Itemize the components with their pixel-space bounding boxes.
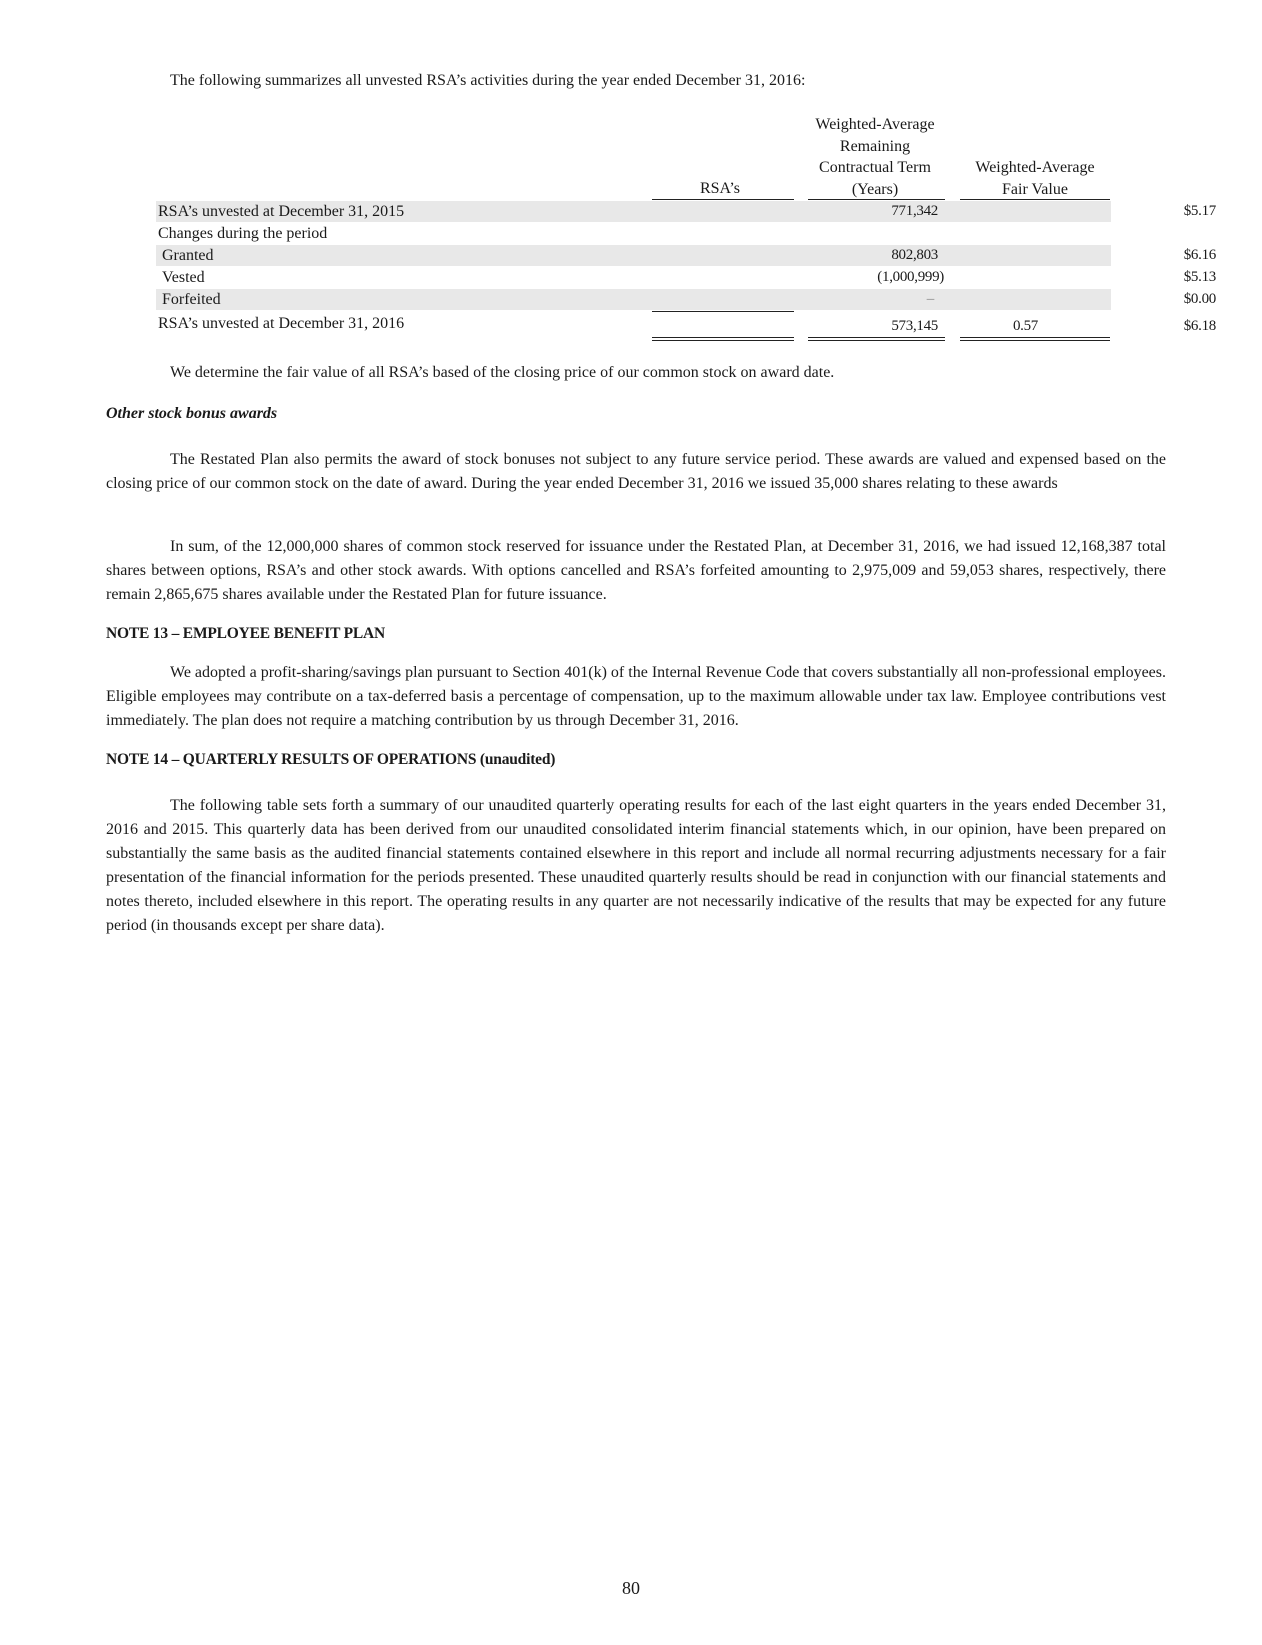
header-fair-value bbox=[960, 157, 1110, 200]
header-term bbox=[800, 114, 950, 200]
table-row bbox=[156, 245, 1216, 266]
table-row bbox=[156, 201, 1216, 222]
row-label: RSA’s unvested at December 31, 2015 bbox=[158, 203, 405, 220]
row-label: RSA’s unvested at December 31, 2016 bbox=[158, 315, 405, 332]
other-awards-heading: Other stock bonus awards bbox=[106, 405, 278, 422]
other-awards-paragraph-2-text: In sum, of the 12,000,000 shares of common stock reserved for issuance under the Restated Plan, at December 31, 2016, we had issued 12,168,387 total shares between options, RSA’s and other stock awards. With options cancelled and RSA’s forfeited amounting to 2,975,009 and 59,053 shares, respectively, there remain 2,865,675 shares available under the Restated Plan for future issuance. bbox=[106, 538, 1166, 603]
row-rsas: 802,803 bbox=[891, 247, 938, 263]
row-label: Forfeited bbox=[162, 291, 221, 308]
total-rule-rsas-2 bbox=[652, 340, 794, 341]
total-rule-term-2 bbox=[808, 340, 945, 341]
row-term: 0.57 bbox=[1012, 318, 1038, 334]
fair-value-note: We determine the fair value of all RSA’s based of the closing price of our common stock on award date. bbox=[170, 364, 835, 381]
table-row-total bbox=[156, 313, 1216, 335]
row-fair-value: $6.18 bbox=[1183, 318, 1216, 334]
row-fair-value: $5.13 bbox=[1183, 269, 1216, 285]
header-fair-value-line-2: Fair Value bbox=[1002, 180, 1068, 198]
header-term-line-2: Remaining bbox=[839, 137, 911, 155]
other-awards-paragraph-1 bbox=[106, 448, 1166, 496]
header-rule-fair-value bbox=[960, 199, 1110, 200]
table-row bbox=[156, 267, 1216, 288]
subtotal-rule bbox=[652, 311, 794, 312]
note13-paragraph-text: We adopted a profit-sharing/savings plan pursuant to Section 401(k) of the Internal Revenue Code that covers substantially all non-professional employees. Eligible employees may contribute on a tax-deferred basis a percentage of compensation, up to the maximum allowable under tax law. Employee contributions vest immediately. The plan does not require a matching contribution by us through December 31, 2016. bbox=[106, 664, 1166, 729]
total-rule-term-1 bbox=[808, 337, 945, 338]
table-row bbox=[156, 289, 1216, 310]
row-label: Granted bbox=[162, 247, 214, 264]
total-rule-fair-value-1 bbox=[960, 337, 1110, 338]
header-rule-term bbox=[808, 199, 945, 200]
note14-heading: NOTE 14 – QUARTERLY RESULTS OF OPERATIONS (unaudited) bbox=[106, 751, 556, 768]
intro-text: The following summarizes all unvested RSA’s activities during the year ended December 31, 2016: bbox=[170, 72, 806, 89]
other-awards-paragraph-1-text: The Restated Plan also permits the award of stock bonuses not subject to any future service period. These awards are valued and expensed based on the closing price of our common stock on the date of award. During the year ended December 31, 2016 we issued 35,000 shares relating to these awards bbox=[106, 451, 1166, 492]
total-rule-rsas-1 bbox=[652, 337, 794, 338]
note13-paragraph bbox=[106, 661, 1166, 733]
row-rsas: – bbox=[926, 291, 934, 307]
table-row bbox=[156, 223, 1111, 244]
header-term-line-4: (Years) bbox=[851, 180, 899, 198]
note13-heading: NOTE 13 – EMPLOYEE BENEFIT PLAN bbox=[106, 625, 386, 642]
row-rsas: (1,000,999) bbox=[877, 269, 944, 285]
row-fair-value: $6.16 bbox=[1183, 247, 1216, 263]
other-awards-paragraph-2 bbox=[106, 535, 1166, 607]
header-rsas: RSA’s bbox=[699, 180, 741, 197]
page-number: 80 bbox=[622, 1578, 640, 1598]
header-term-line-1: Weighted-Average bbox=[815, 116, 935, 133]
note14-paragraph-text: The following table sets forth a summary of our unaudited quarterly operating results for each of the last eight quarters in the years ended December 31, 2016 and 2015. This quarterly data has been derived from our unaudited consolidated interim financial statements which, in our opinion, have been prepared on substantially the same basis as the audited financial statements contained elsewhere in this report and include all normal recurring adjustments necessary for a fair presentation of the financial information for the periods presented. These unaudited quarterly results should be read in conjunction with our financial statements and notes thereto, included elsewhere in this report. The operating results in any quarter are not necessarily indicative of the results that may be expected for any future period (in thousands except per share data). bbox=[106, 797, 1166, 934]
row-label: Changes during the period bbox=[158, 225, 328, 242]
header-rule-rsas bbox=[652, 199, 794, 200]
row-fair-value: $5.17 bbox=[1183, 203, 1216, 219]
header-fair-value-line-1: Weighted-Average bbox=[975, 159, 1095, 176]
header-term-line-3: Contractual Term bbox=[819, 159, 931, 176]
row-label: Vested bbox=[162, 269, 205, 286]
row-rsas: 771,342 bbox=[891, 203, 938, 219]
note14-paragraph bbox=[106, 794, 1166, 938]
row-fair-value: $0.00 bbox=[1183, 291, 1216, 307]
row-rsas: 573,145 bbox=[891, 318, 938, 334]
total-rule-fair-value-2 bbox=[960, 340, 1110, 341]
